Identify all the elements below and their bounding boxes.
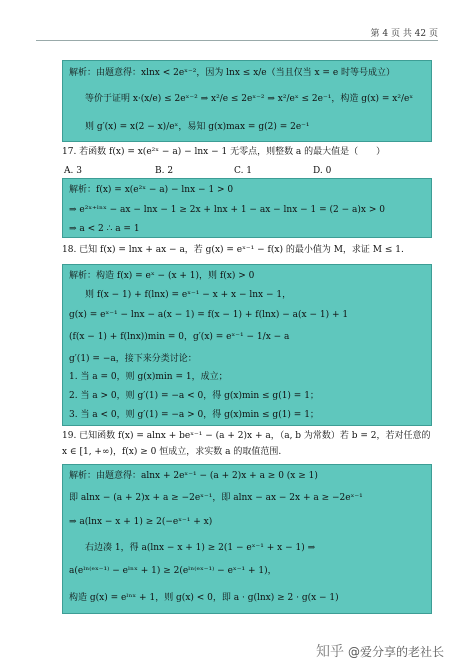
header-rule: [36, 40, 438, 41]
option-d: D. 0: [313, 166, 332, 176]
zhihu-logo: 知乎: [315, 644, 344, 660]
solution-line: (f(x − 1) + f(lnx))min = 0，g′(x) = eˣ⁻¹ − 1/x − a: [69, 332, 290, 342]
solution-line: a(eˡⁿ⁽ᵉˣ⁻¹⁾ − eˡⁿˣ + 1) ≥ 2(eˡⁿ⁽ᵉˣ⁻¹⁾ − eˣ⁻¹ + 1)，: [69, 566, 277, 576]
solution-line: g(x) = eˣ⁻¹ − lnx − a(x − 1) = f(x − 1) + f(lnx) − a(x − 1) + 1: [69, 310, 349, 320]
solution-line: 则 g′(x) = x(2 − x)/eˣ，易知 g(x)max = g(2) = 2e⁻¹: [85, 122, 310, 132]
question-17: 17. 若函数 f(x) = x(e²ˣ − a) − lnx − 1 无零点，则整数 a 的最大值是（ ）: [62, 147, 386, 157]
solution-line: 右边凑 1，得 a(lnx − x + 1) ≥ 2(1 − eˣ⁻¹ + x − 1) ⇒: [85, 543, 316, 553]
solution-line: 2. 当 a > 0，则 g′(1) = −a < 0，得 g(x)min ≤ g(1) = 1；: [69, 391, 319, 401]
question-18: 18. 已知 f(x) = lnx + ax − a，若 g(x) = eˣ⁻¹ − f(x) 的最小值为 M，求证 M ≤ 1.: [62, 245, 404, 255]
solution-line: 解析：构造 f(x) = eˣ − (x + 1)，则 f(x) > 0: [69, 271, 255, 281]
solution-line: ⇒ a < 2 ∴ a = 1: [69, 224, 140, 234]
option-b: B. 2: [155, 166, 174, 176]
solution-line: ⇒ e²ˣ⁺ˡⁿˣ − ax − lnx − 1 ≥ 2x + lnx + 1 − ax − lnx − 1 = (2 − a)x > 0: [69, 205, 385, 215]
page-header: [0, 0, 474, 42]
solution-line: 构造 g(x) = eˡⁿˣ + 1，则 g(x) < 0，即 a · g(lnx) ≥ 2 · g(x − 1): [69, 593, 339, 603]
solution-box-2: [62, 178, 432, 238]
solution-box-4: [62, 464, 432, 614]
solution-line: 解析：由题意得：xlnx < 2eˣ⁻²，因为 lnx ≤ x/e（当且仅当 x = e 时等号成立）: [69, 68, 396, 78]
solution-line: 解析：f(x) = x(e²ˣ − a) − lnx − 1 > 0: [69, 185, 234, 195]
watermark: [316, 641, 444, 661]
solution-line: 1. 当 a = 0，则 g(x)min = 1，成立；: [69, 372, 228, 382]
solution-line: ⇒ a(lnx − x + 1) ≥ 2(−eˣ⁻¹ + x): [69, 517, 213, 527]
solution-line: g′(1) = −a，接下来分类讨论：: [69, 354, 197, 364]
solution-line: 3. 当 a < 0，则 g′(1) = −a > 0，得 g(x)min ≤ g(1) = 1；: [69, 410, 319, 420]
solution-line: 则 f(x − 1) + f(lnx) = eˣ⁻¹ − x + x − lnx − 1，: [85, 290, 292, 300]
solution-line: 即 alnx − (a + 2)x + a ≥ −2eˣ⁻¹，即 alnx − ax − 2x + a ≥ −2eˣ⁻¹: [69, 493, 363, 503]
solution-box-3: [62, 264, 432, 426]
option-c: C. 1: [234, 166, 253, 176]
watermark-author: @爱分享的老社长: [347, 644, 444, 659]
question-19-line-1: 19. 已知函数 f(x) = alnx + beˣ⁻¹ − (a + 2)x + a，（a, b 为常数）若 b = 2，若对任意的: [62, 431, 431, 441]
option-a: A. 3: [64, 166, 82, 176]
solution-line: 解析：由题意得：alnx + 2eˣ⁻¹ − (a + 2)x + a ≥ 0 (x ≥ 1): [69, 471, 318, 481]
solution-line: 等价于证明 x·(x/e) ≤ 2eˣ⁻² ⇒ x²/e ≤ 2eˣ⁻² ⇒ x²/eˣ ≤ 2e⁻¹，构造 g(x) = x²/eˣ: [85, 94, 414, 104]
page-number: 第 4 页 共 42 页: [370, 29, 438, 39]
solution-box-1: [62, 60, 432, 142]
question-19-line-2: x ∈ [1, +∞)，f(x) ≥ 0 恒成立，求实数 a 的取值范围.: [62, 447, 282, 457]
